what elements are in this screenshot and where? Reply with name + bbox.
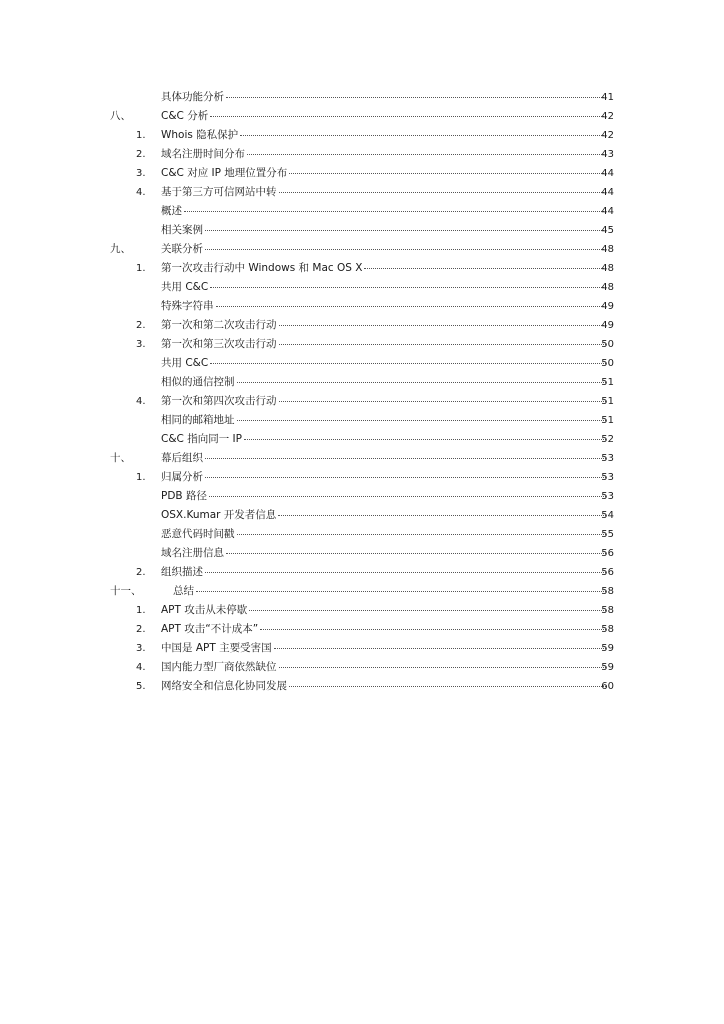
page-number: 58 xyxy=(601,605,614,616)
toc-title: 关联分析 xyxy=(161,243,203,255)
toc-title: 共用 C&C xyxy=(161,357,209,369)
toc-entry[interactable] xyxy=(0,183,724,202)
toc-title-line xyxy=(161,164,608,183)
dot-leader xyxy=(210,287,606,288)
toc-entry[interactable] xyxy=(0,373,724,392)
chapter-number: 十、 xyxy=(110,452,131,464)
page-number: 48 xyxy=(601,282,614,293)
toc-title: 特殊字符串 xyxy=(161,300,214,312)
toc-title: 第一次攻击行动中 Windows 和 Mac OS X xyxy=(161,262,363,274)
dot-leader xyxy=(260,629,606,630)
toc-title: 国内能力型厂商依然缺位 xyxy=(161,661,277,673)
toc-entry[interactable] xyxy=(0,278,724,297)
page-number: 44 xyxy=(601,206,614,217)
page-number: 49 xyxy=(601,301,614,312)
toc-title-line xyxy=(161,620,608,639)
toc-title: 第一次和第二次攻击行动 xyxy=(161,319,277,331)
dot-leader xyxy=(289,686,606,687)
toc-title-line xyxy=(161,335,608,354)
toc-title: 幕后组织 xyxy=(161,452,203,464)
toc-title: 共用 C&C xyxy=(161,281,209,293)
toc-title-line xyxy=(161,487,608,506)
dot-leader xyxy=(237,534,607,535)
toc-entry[interactable] xyxy=(0,88,724,107)
toc-title: 相似的通信控制 xyxy=(161,376,235,388)
dot-leader xyxy=(205,572,606,573)
dot-leader xyxy=(210,116,606,117)
dot-leader xyxy=(249,610,606,611)
section-number: 1. xyxy=(136,130,146,141)
dot-leader xyxy=(237,420,607,421)
toc-title-line xyxy=(161,297,608,316)
toc-entry[interactable] xyxy=(0,107,724,126)
toc-entry[interactable] xyxy=(0,240,724,259)
toc-title: APT 攻击从未停歇 xyxy=(161,604,248,616)
toc-title-line xyxy=(161,373,608,392)
toc-entry[interactable] xyxy=(0,259,724,278)
page-number: 51 xyxy=(601,415,614,426)
toc-entry[interactable] xyxy=(0,468,724,487)
dot-leader xyxy=(226,97,606,98)
dot-leader xyxy=(279,192,607,193)
toc-title: 恶意代码时间戳 xyxy=(161,528,235,540)
toc-entry[interactable] xyxy=(0,563,724,582)
dot-leader xyxy=(278,515,606,516)
toc-title-line xyxy=(161,563,608,582)
section-number: 4. xyxy=(136,396,146,407)
page-number: 42 xyxy=(601,130,614,141)
chapter-number: 十一、 xyxy=(110,585,142,597)
page-number: 43 xyxy=(601,149,614,160)
dot-leader xyxy=(240,135,606,136)
toc-entry[interactable] xyxy=(0,392,724,411)
page-number: 54 xyxy=(601,510,614,521)
toc-title-line xyxy=(161,430,608,449)
toc-title-line xyxy=(161,126,608,145)
toc-title: Whois 隐私保护 xyxy=(161,129,239,141)
section-number: 2. xyxy=(136,567,146,578)
dot-leader xyxy=(244,439,606,440)
page-number: 48 xyxy=(601,263,614,274)
section-number: 1. xyxy=(136,472,146,483)
toc-entry[interactable] xyxy=(0,677,724,696)
section-number: 3. xyxy=(136,168,146,179)
page-number: 58 xyxy=(601,586,614,597)
page-number: 42 xyxy=(601,111,614,122)
dot-leader xyxy=(196,591,606,592)
toc-title-line xyxy=(161,183,608,202)
toc-title-line xyxy=(161,639,608,658)
page-number: 55 xyxy=(601,529,614,540)
dot-leader xyxy=(216,306,607,307)
toc-title: 概述 xyxy=(161,205,182,217)
dot-leader xyxy=(205,249,606,250)
section-number: 3. xyxy=(136,643,146,654)
dot-leader xyxy=(205,230,606,231)
toc-title: 第一次和第三次攻击行动 xyxy=(161,338,277,350)
toc-title-line xyxy=(161,240,608,259)
toc-title: C&C 指向同一 IP xyxy=(161,433,242,445)
page-number: 50 xyxy=(601,358,614,369)
toc-title-line xyxy=(161,88,608,107)
toc-entry[interactable] xyxy=(0,316,724,335)
toc-title: 中国是 APT 主要受害国 xyxy=(161,642,272,654)
toc-title: APT 攻击“不计成本” xyxy=(161,623,259,635)
toc-entry[interactable] xyxy=(0,335,724,354)
toc-title: 归属分析 xyxy=(161,471,203,483)
toc-entry[interactable] xyxy=(0,202,724,221)
page-number: 44 xyxy=(601,187,614,198)
page-number: 53 xyxy=(601,453,614,464)
toc-title: 相关案例 xyxy=(161,224,203,236)
dot-leader xyxy=(279,344,607,345)
chapter-number: 八、 xyxy=(110,110,131,122)
toc-entry[interactable] xyxy=(0,221,724,240)
page-number: 41 xyxy=(601,92,614,103)
section-number: 4. xyxy=(136,662,146,673)
table-of-contents xyxy=(0,88,724,696)
toc-entry[interactable] xyxy=(0,525,724,544)
dot-leader xyxy=(247,154,606,155)
dot-leader xyxy=(209,496,606,497)
toc-title-line xyxy=(161,506,608,525)
section-number: 1. xyxy=(136,263,146,274)
page-number: 59 xyxy=(601,643,614,654)
toc-title: OSX.Kumar 开发者信息 xyxy=(161,509,277,521)
dot-leader xyxy=(289,173,606,174)
toc-entry[interactable] xyxy=(0,620,724,639)
toc-title: 网络安全和信息化协同发展 xyxy=(161,680,287,692)
toc-entry[interactable] xyxy=(0,544,724,563)
page-number: 56 xyxy=(601,567,614,578)
toc-title-line xyxy=(161,544,608,563)
toc-entry[interactable] xyxy=(0,430,724,449)
toc-title-line xyxy=(161,107,608,126)
page-number: 48 xyxy=(601,244,614,255)
toc-title-line xyxy=(161,278,608,297)
toc-title: 域名注册时间分布 xyxy=(161,148,245,160)
toc-title-line xyxy=(161,392,608,411)
page-number: 51 xyxy=(601,396,614,407)
page-number: 60 xyxy=(601,681,614,692)
toc-title: 第一次和第四次攻击行动 xyxy=(161,395,277,407)
toc-title-line xyxy=(161,354,608,373)
section-number: 5. xyxy=(136,681,146,692)
page-number: 56 xyxy=(601,548,614,559)
dot-leader xyxy=(210,363,606,364)
toc-title-line xyxy=(161,202,608,221)
section-number: 2. xyxy=(136,149,146,160)
toc-title-line xyxy=(161,411,608,430)
toc-title-line xyxy=(161,316,608,335)
toc-title: 基于第三方可信网站中转 xyxy=(161,186,277,198)
dot-leader xyxy=(279,401,607,402)
toc-title: 相同的邮箱地址 xyxy=(161,414,235,426)
dot-leader xyxy=(184,211,606,212)
toc-entry[interactable] xyxy=(0,297,724,316)
page-number: 53 xyxy=(601,472,614,483)
toc-title: 具体功能分析 xyxy=(161,91,224,103)
toc-title: PDB 路径 xyxy=(161,490,207,502)
toc-entry[interactable] xyxy=(0,449,724,468)
page-number: 49 xyxy=(601,320,614,331)
section-number: 4. xyxy=(136,187,146,198)
toc-title-line xyxy=(161,468,608,487)
page-number: 52 xyxy=(601,434,614,445)
dot-leader xyxy=(226,553,606,554)
dot-leader xyxy=(205,458,606,459)
dot-leader xyxy=(364,268,606,269)
toc-title-line xyxy=(161,449,608,468)
page-number: 44 xyxy=(601,168,614,179)
toc-title: 组织描述 xyxy=(161,566,203,578)
toc-entry[interactable] xyxy=(0,164,724,183)
toc-entry[interactable] xyxy=(0,601,724,620)
toc-title-line xyxy=(161,601,608,620)
dot-leader xyxy=(237,382,607,383)
toc-entry[interactable] xyxy=(0,411,724,430)
chapter-number: 九、 xyxy=(110,243,131,255)
toc-title: 总结 xyxy=(173,585,194,597)
toc-title-line xyxy=(161,582,608,601)
toc-entry[interactable] xyxy=(0,506,724,525)
toc-title: 域名注册信息 xyxy=(161,547,224,559)
section-number: 3. xyxy=(136,339,146,350)
toc-entry[interactable] xyxy=(0,639,724,658)
page-number: 51 xyxy=(601,377,614,388)
toc-title-line xyxy=(161,658,608,677)
section-number: 2. xyxy=(136,320,146,331)
toc-title: C&C 对应 IP 地理位置分布 xyxy=(161,167,288,179)
toc-title-line xyxy=(161,677,608,696)
toc-title-line xyxy=(161,221,608,240)
section-number: 1. xyxy=(136,605,146,616)
section-number: 2. xyxy=(136,624,146,635)
page-number: 59 xyxy=(601,662,614,673)
toc-title-line xyxy=(161,259,608,278)
dot-leader xyxy=(274,648,606,649)
toc-title: C&C 分析 xyxy=(161,110,209,122)
page-number: 45 xyxy=(601,225,614,236)
page-number: 53 xyxy=(601,491,614,502)
page-number: 50 xyxy=(601,339,614,350)
toc-title-line xyxy=(161,525,608,544)
toc-entry[interactable] xyxy=(0,487,724,506)
toc-entry[interactable] xyxy=(0,126,724,145)
dot-leader xyxy=(205,477,606,478)
toc-entry[interactable] xyxy=(0,145,724,164)
toc-entry[interactable] xyxy=(0,582,724,601)
dot-leader xyxy=(279,325,607,326)
dot-leader xyxy=(279,667,607,668)
toc-entry[interactable] xyxy=(0,658,724,677)
toc-entry[interactable] xyxy=(0,354,724,373)
toc-title-line xyxy=(161,145,608,164)
page-number: 58 xyxy=(601,624,614,635)
